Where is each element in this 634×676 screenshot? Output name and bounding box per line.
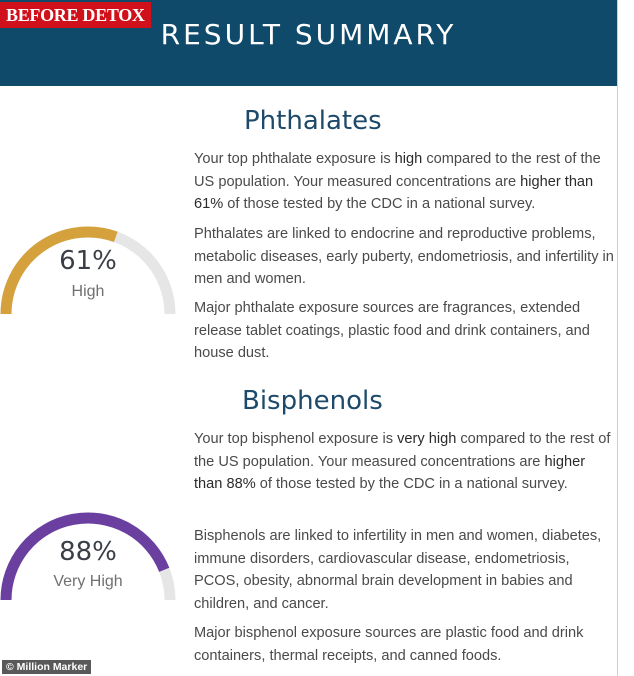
page-title: RESULT SUMMARY	[160, 18, 457, 51]
phthalates-level: High	[71, 283, 105, 300]
phthalates-sources: Major phthalate exposure sources are fragrances, extended release tablet coatings, plastic food and drink containers, and house dust.	[194, 300, 590, 361]
bisphenols-health-effects: Bisphenols are linked to infertility in men and women, diabetes, immune disorders, cardiovascular disease, endometriosis, PCOS, obesity, abnormal brain development in babies and children, and cancer.	[194, 528, 602, 612]
bisphenols-level: Very High	[53, 573, 123, 590]
image-credit: © Million Marker	[2, 660, 91, 674]
divider	[617, 0, 618, 676]
bisphenols-title: Bisphenols	[242, 386, 383, 416]
phthalates-percent: 61%	[59, 246, 117, 276]
before-detox-badge: BEFORE DETOX	[0, 2, 151, 28]
phthalates-title: Phthalates	[244, 106, 382, 136]
bisphenols-percent: 88%	[59, 537, 117, 567]
bisphenols-summary: Your top bisphenol exposure is very high compared to the rest of the US population. Your measured concentrations are higher than 88% of those tested by the CDC in a national survey.	[194, 431, 611, 492]
phthalates-summary: Your top phthalate exposure is high compared to the rest of the US population. Your measured concentrations are higher than 61% of those tested by the CDC in a national survey.	[194, 151, 601, 212]
bisphenols-sources: Major bisphenol exposure sources are plastic food and drink containers, thermal receipts, and canned foods.	[194, 625, 584, 664]
phthalates-health-effects: Phthalates are linked to endocrine and reproductive problems, metabolic diseases, early puberty, endometriosis, and infertility in men and women.	[194, 226, 614, 287]
